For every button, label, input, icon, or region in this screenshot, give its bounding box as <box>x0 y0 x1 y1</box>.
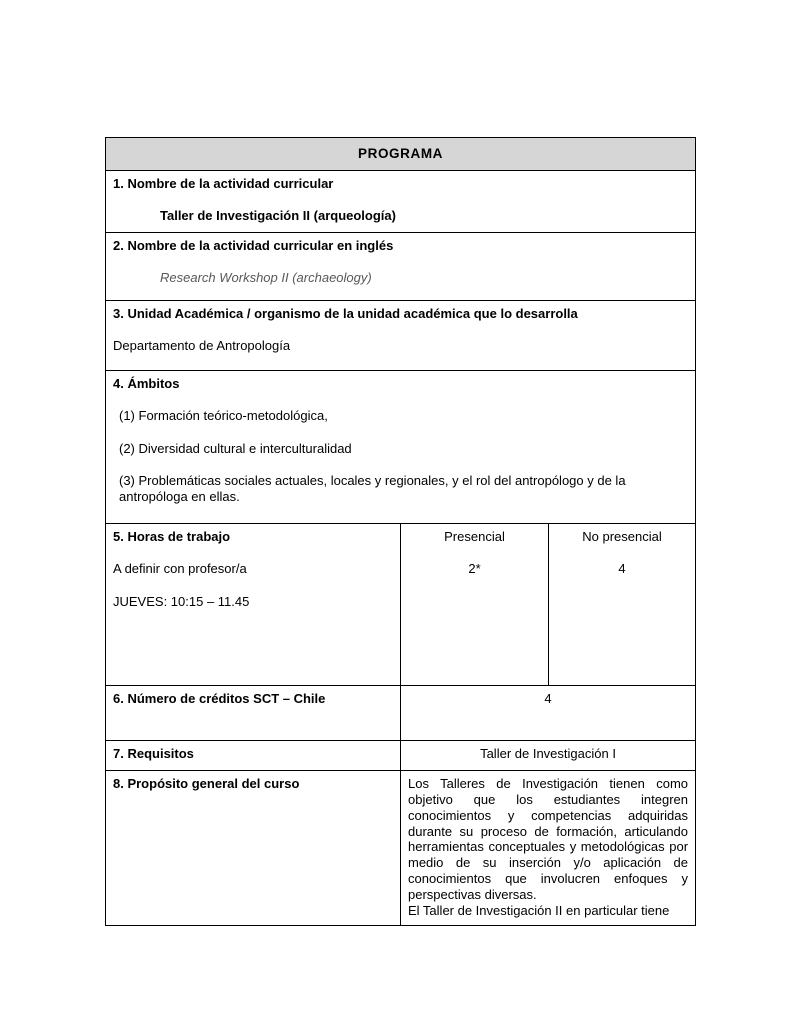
row-5-label: 5. Horas de trabajo <box>113 529 231 544</box>
table-row <box>106 171 696 233</box>
ambito-item-3: (3) Problemáticas sociales actuales, locales y regionales, y el rol del antropólogo y de la antropóloga en ellas. <box>119 472 626 504</box>
proposito-cell <box>401 771 696 926</box>
academic-unit: Departamento de Antropología <box>113 338 291 354</box>
row-2-label: 2. Nombre de la actividad curricular en inglés <box>113 238 394 253</box>
row-6-label: 6. Número de créditos SCT – Chile <box>113 691 326 706</box>
table-row <box>106 233 696 301</box>
no-presencial-cell <box>549 524 696 686</box>
table-header-row <box>106 138 696 171</box>
table-title: PROGRAMA <box>106 138 696 171</box>
row-5-left-cell <box>106 524 401 686</box>
credits-value: 4 <box>544 691 552 706</box>
row-1-label: 1. Nombre de la actividad curricular <box>113 176 334 191</box>
row-3-cell <box>106 301 696 371</box>
row-4-label: 4. Ámbitos <box>113 376 180 391</box>
table-row <box>106 741 696 771</box>
row-6-label-cell <box>106 686 401 741</box>
credits-cell <box>401 686 696 741</box>
course-name-es: Taller de Investigación II (arqueología) <box>160 208 396 224</box>
row-3-label: 3. Unidad Académica / organismo de la unidad académica que lo desarrolla <box>113 306 578 321</box>
table-row <box>106 371 696 524</box>
row-7-label-cell <box>106 741 401 771</box>
presencial-cell <box>401 524 549 686</box>
program-table <box>105 137 696 926</box>
table-row <box>106 771 696 926</box>
ambito-item-1: (1) Formación teórico-metodológica, <box>119 408 328 424</box>
presencial-value: 2* <box>468 561 481 577</box>
no-presencial-header: No presencial <box>582 529 662 544</box>
hours-note: A definir con profesor/a <box>113 561 247 577</box>
row-1-cell <box>106 171 696 233</box>
row-4-cell <box>106 371 696 524</box>
schedule: JUEVES: 10:15 – 11.45 <box>113 593 250 609</box>
requisitos-cell <box>401 741 696 771</box>
proposito-paragraph-1: Los Talleres de Investigación tienen como objetivo que los estudiantes integren conocimientos y competencias adquiridas durante su proceso de formación, articulando herramientas conceptuales y metodológicas por medio de su inserción y/o aplicación de conocimientos que involucren enfoques y perspectivas diversas. <box>408 776 689 903</box>
row-8-label: 8. Propósito general del curso <box>113 776 300 791</box>
row-8-label-cell <box>106 771 401 926</box>
no-presencial-value: 4 <box>618 561 626 577</box>
proposito-paragraph-2: El Taller de Investigación II en particular tiene <box>408 902 670 918</box>
table-row <box>106 524 696 686</box>
table-row <box>106 301 696 371</box>
row-7-label: 7. Requisitos <box>113 746 194 761</box>
row-2-cell <box>106 233 696 301</box>
ambito-item-2: (2) Diversidad cultural e interculturalidad <box>119 440 352 456</box>
course-name-en: Research Workshop II (archaeology) <box>160 270 372 286</box>
requisitos-value: Taller de Investigación I <box>480 746 616 761</box>
presencial-header: Presencial <box>444 529 505 544</box>
table-row <box>106 686 696 741</box>
